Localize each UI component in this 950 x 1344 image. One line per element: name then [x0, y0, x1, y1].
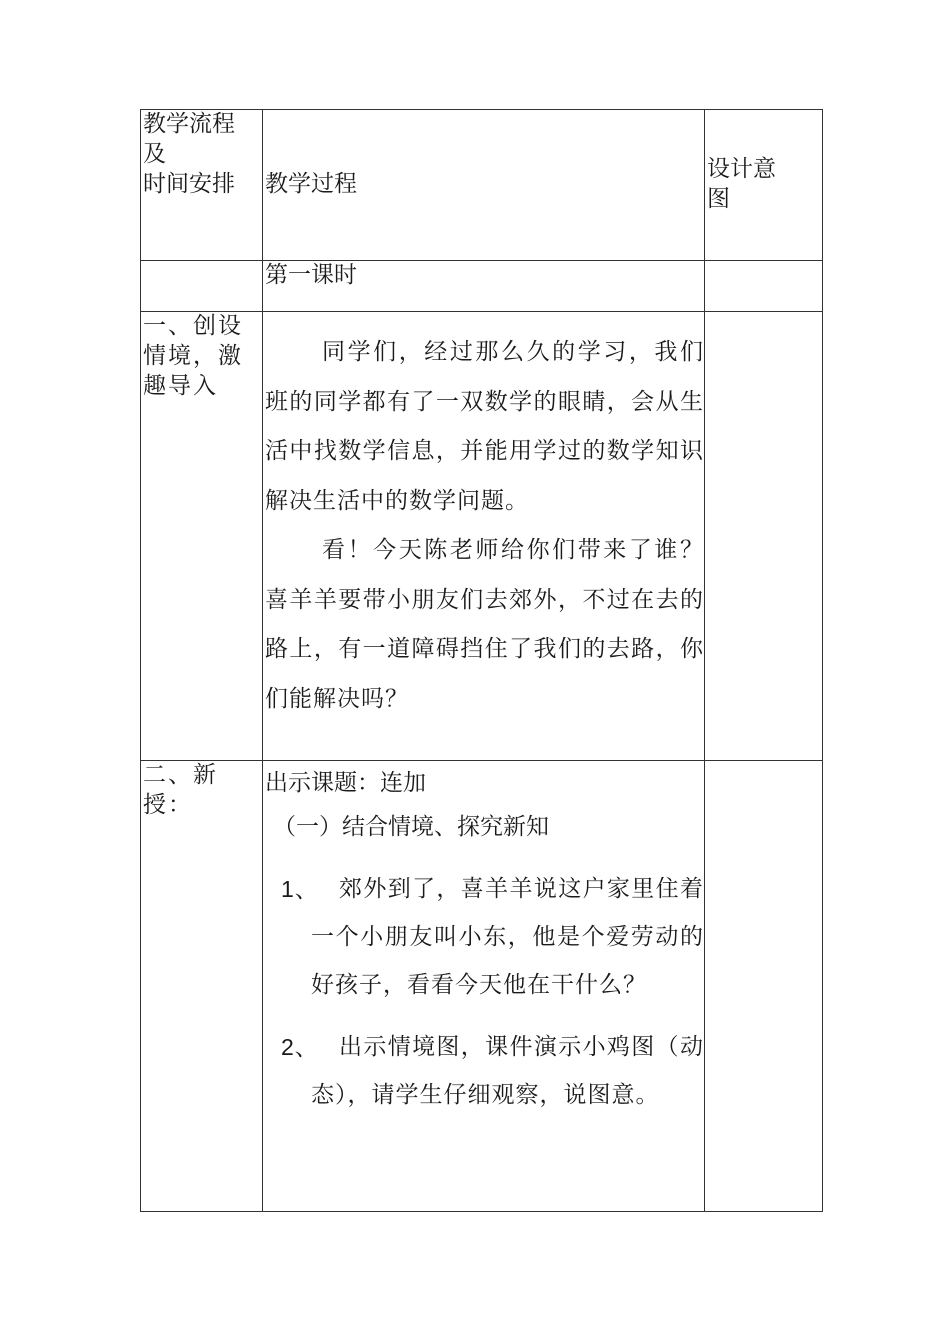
section1-row [141, 312, 823, 761]
lesson-label: 第一课时 [265, 262, 357, 288]
section1-label-line-2: 情境，激 [143, 342, 243, 369]
section1-paragraph-1: 同学们，经过那么久的学习，我们班的同学都有了一双数学的眼睛，会从生活中找数学信息，并能用学过的数学知识解决生活中的数学问题。 [265, 339, 704, 514]
lesson-row [141, 261, 823, 312]
section2-item-1 [265, 865, 704, 1009]
header-process-line-3: 时间安排 [143, 170, 235, 197]
section1-label-line-1: 一、创设 [143, 313, 243, 339]
header-teaching-process: 教学过程 [265, 171, 357, 198]
header-process-line-2: 及 [143, 140, 166, 167]
section2-intent-cell [705, 761, 823, 1212]
lesson-intent-cell [705, 261, 823, 312]
section1-content-cell [263, 312, 705, 761]
section2-subtitle: （一）结合情境、探究新知 [273, 814, 549, 840]
section2-title: 出示课题：连加 [265, 770, 426, 796]
header-process-cell [141, 110, 263, 261]
lesson-empty-cell [141, 261, 263, 312]
section2-label-cell [141, 761, 263, 1212]
section2-row [141, 761, 823, 1212]
lesson-label-cell [263, 261, 705, 312]
header-design-line-1: 设计意 [707, 156, 776, 183]
header-process-line-1: 教学流程 [143, 111, 235, 137]
section2-item-2 [265, 1023, 704, 1119]
section1-label-line-3: 趣导入 [143, 372, 218, 399]
header-design-intent-cell [705, 110, 823, 261]
section2-item-2-number: 2、 [281, 1034, 319, 1060]
section2-content-cell [263, 761, 705, 1212]
lesson-plan-table [140, 109, 823, 1212]
section2-item-2-text: 出示情境图，课件演示小鸡图（动态），请学生仔细观察，说图意。 [311, 1034, 704, 1108]
header-design-line-2: 图 [707, 186, 730, 212]
header-row [141, 110, 823, 261]
section2-item-1-text: 郊外到了，喜羊羊说这户家里住着一个小朋友叫小东，他是个爱劳动的好孩子，看看今天他在干什么？ [311, 876, 704, 998]
section1-paragraph-2: 看！今天陈老师给你们带来了谁？喜羊羊要带小朋友们去郊外，不过在去的路上，有一道障碍挡住了我们的去路，你们能解决吗？ [265, 537, 704, 712]
section2-label-line-2: 授： [143, 791, 193, 818]
section2-label-line-1: 二、新 [143, 762, 218, 788]
header-teaching-process-cell [263, 110, 705, 261]
section1-intent-cell [705, 312, 823, 761]
section1-label-cell [141, 312, 263, 761]
section2-item-1-number: 1、 [281, 876, 319, 902]
